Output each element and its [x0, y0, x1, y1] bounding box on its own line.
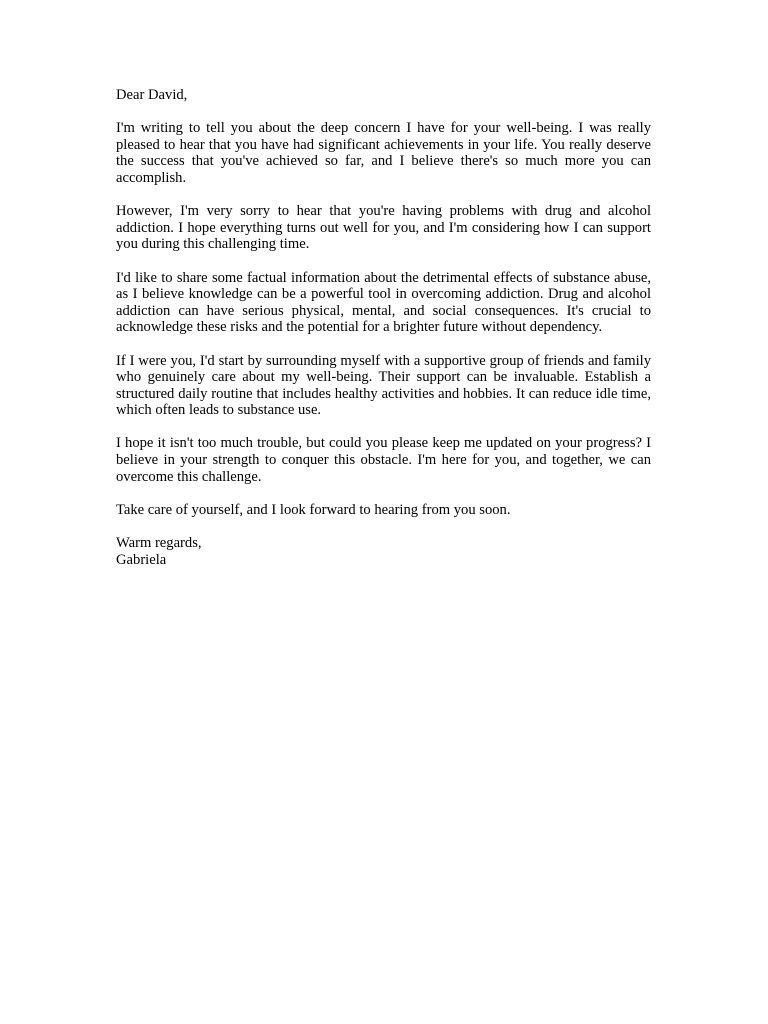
letter-salutation: Dear David, — [116, 87, 188, 103]
letter-signature: Gabriela — [116, 551, 167, 568]
letter-paragraph-farewell: Take care of yourself, and I look forward to hearing from you soon. — [116, 501, 511, 518]
letter-paragraph-request: I hope it isn't too much trouble, but could you please keep me updated on your progress? I believe in your strength to conquer this obstacle. I'm here for you, and together, we can overcome this challenge. — [116, 435, 651, 485]
letter-page — [116, 87, 651, 568]
letter-paragraph-addiction: However, I'm very sorry to hear that you're having problems with drug and alcohol addiction. I hope everything turns out well for you, and I'm considering how I can support you during this challenging time. — [116, 203, 651, 253]
letter-paragraph-information: I'd like to share some factual information about the detrimental effects of substance abuse, as I believe knowledge can be a powerful tool in overcoming addiction. Drug and alcohol addiction can have serious physical, mental, and social consequences. It's crucial to acknowledge these risks and the potential for a brighter future without dependency. — [116, 269, 651, 336]
letter-paragraph-advice: If I were you, I'd start by surrounding myself with a supportive group of friends and family who genuinely care about my well-being. Their support can be invaluable. Establish a structured daily routine that includes healthy activities and hobbies. It can reduce idle time, which often leads to substance use. — [116, 352, 651, 419]
letter-closing: Warm regards, — [116, 535, 202, 552]
letter-paragraph-concern: I'm writing to tell you about the deep concern I have for your well-being. I was really pleased to hear that you have had significant achievements in your life. You really deserve the success that you've achieved so far, and I believe there's so much more you can accomplish. — [116, 120, 651, 186]
